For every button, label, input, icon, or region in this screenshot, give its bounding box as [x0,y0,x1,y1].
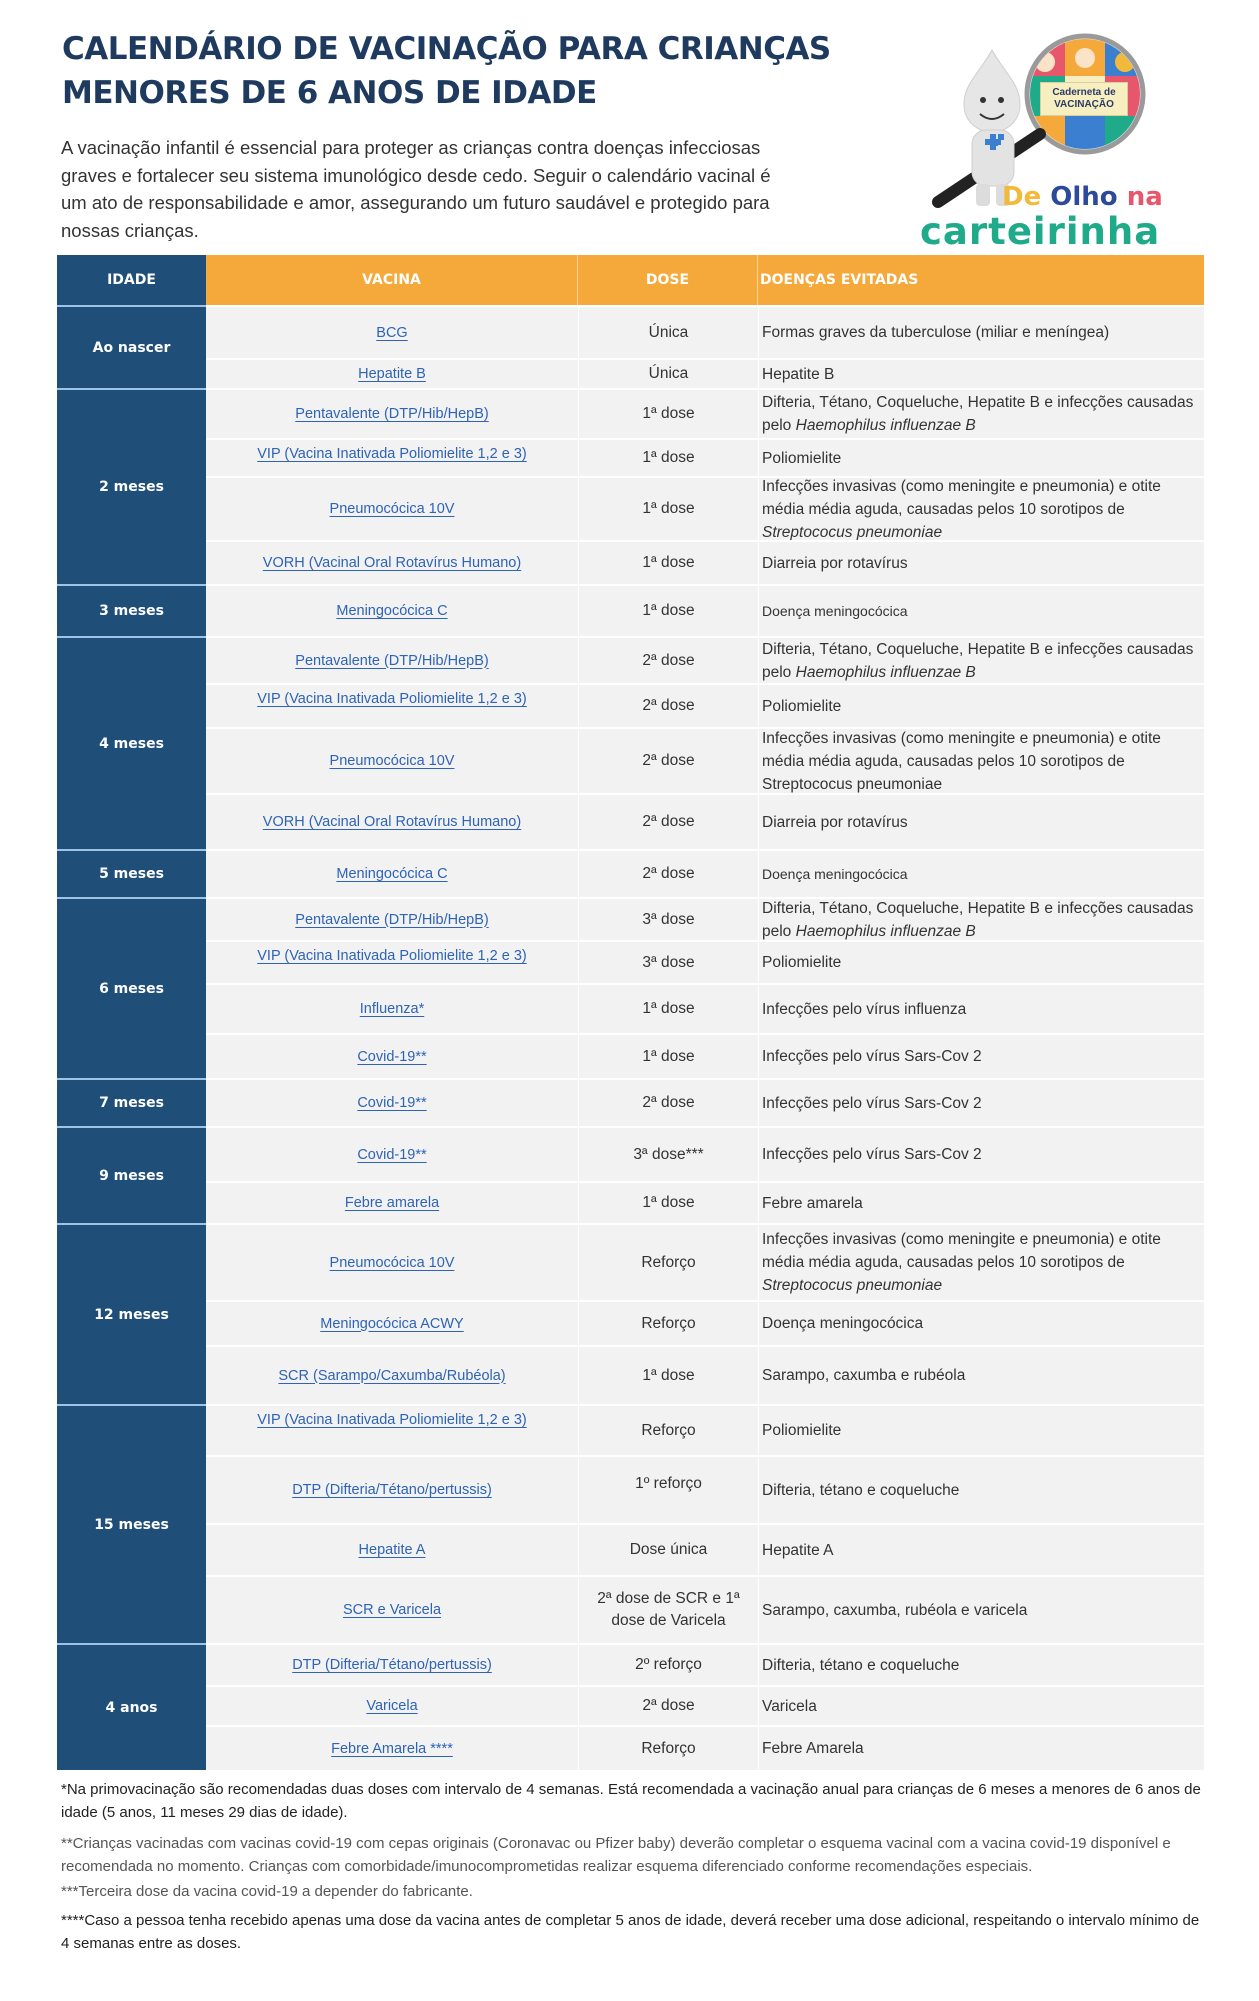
vaccine-link[interactable]: Influenza* [359,1001,425,1017]
diseases-text-plain: Infecções invasivas (como meningite e pneumonia) e otite média média aguda, causadas pelos 10 sorotipos de [762,477,1161,518]
vaccine-cell [206,985,578,1033]
vaccine-cell [206,1577,578,1643]
vaccine-cell [206,360,578,388]
vaccine-cell [206,1457,578,1523]
diseases-text-plain: Infecções invasivas (como meningite e pneumonia) e otite média média aguda, causadas pelos 10 sorotipos de Streptococus pneumoniae [762,729,1161,793]
footnote-febre-amarela: ****Caso a pessoa tenha recebido apenas uma dose da vacina antes de completar 5 anos de idade, deverá receber uma dose adicional, respeitando o intervalo mínimo de 4 semanas entre as doses. [61,1912,1200,1952]
vaccine-link[interactable]: Covid-19** [357,1095,427,1111]
table-row [206,476,1204,540]
diseases-cell [758,638,1204,683]
diseases-text-plain: Infecções pelo vírus Sars-Cov 2 [762,1146,982,1163]
diseases-text-plain: Infecções pelo vírus Sars-Cov 2 [762,1048,982,1065]
diseases-cell [758,1128,1204,1181]
dose-cell: Reforço [578,1727,758,1770]
vaccine-link[interactable]: Pneumocócica 10V [329,753,455,769]
diseases-text-plain: Infecções pelo vírus influenza [762,1000,967,1018]
vaccine-cell [206,1225,578,1300]
table-row [206,1575,1204,1643]
table-row [206,727,1204,793]
diseases-cell [758,1525,1204,1575]
vaccine-link[interactable]: DTP (Difteria/Tétano/pertussis) [292,1657,492,1673]
dose-cell: 1ª dose [578,440,758,476]
diseases-text-plain: Difteria, tétano e coqueluche [762,1481,960,1499]
diseases-text-plain: Sarampo, caxumba e rubéola [762,1367,966,1384]
dose-cell: 2ª dose [578,685,758,727]
vaccine-link[interactable]: VIP (Vacina Inativada Poliomielite 1,2 e 3) [257,1412,527,1428]
vaccine-cell [206,899,578,940]
diseases-text-plain: Difteria, Tétano, Coqueluche, Hepatite B e infecções causadas pelo [762,640,1194,681]
vaccine-cell [206,685,578,727]
logo-word-de: De [1002,182,1042,212]
diseases-cell [758,1457,1204,1523]
diseases-text [762,863,908,886]
dose-cell: 2ª dose [578,851,758,897]
column-header-vacina: VACINA [206,255,578,305]
diseases-text [762,638,1204,684]
age-group-label: 3 meses [57,584,206,636]
vaccine-cell [206,638,578,683]
page-title-line-2: MENORES DE 6 ANOS DE IDADE [62,75,597,111]
diseases-text [762,1143,982,1166]
diseases-cell [758,1406,1204,1455]
table-row [206,1455,1204,1523]
diseases-text-plain: Sarampo, caxumba, rubéola e varicela [762,1601,1028,1619]
diseases-cell [758,1035,1204,1078]
diseases-text [762,1599,1027,1622]
age-group-label: 12 meses [57,1223,206,1404]
dose-cell: 2ª dose [578,638,758,683]
dose-cell: 3ª dose*** [578,1128,758,1181]
dose-cell: 3ª dose [578,899,758,940]
vaccine-link[interactable]: BCG [376,324,408,341]
diseases-cell [758,1687,1204,1725]
diseases-text [762,1045,982,1068]
age-group-label: Ao nascer [57,305,206,388]
vaccine-cell [206,478,578,540]
diseases-text-plain: Difteria, Tétano, Coqueluche, Hepatite B e infecções causadas pelo [762,899,1194,940]
diseases-text [762,1479,959,1502]
vaccine-cell [206,1525,578,1575]
vaccine-cell [206,542,578,584]
footnote-covid: **Crianças vacinadas com vacinas covid-19 com cepas originais (Coronavac ou Pfizer baby) deverão completar o esquema vacinal com a vacina covid-19 disponível e recomendada no momento. Crianças com comorbidade/imunocomprometidas realizar esquema diferenciado conforme recomendações especiais. [61,1835,1171,1875]
dose-cell: Reforço [578,1406,758,1455]
vaccine-cell [206,1128,578,1181]
diseases-text-plain: Hepatite B [762,365,835,383]
table-row [206,358,1204,388]
diseases-text-italic: Streptococus pneumoniae [762,1277,943,1294]
diseases-text [762,363,834,386]
vaccination-table [57,255,1204,1770]
diseases-cell [758,795,1204,849]
vaccine-link[interactable]: VORH (Vacinal Oral Rotavírus Humano) [262,555,522,571]
dose-cell: Reforço [578,1302,758,1345]
table-row [206,1223,1204,1300]
dose-cell: 2ª dose de SCR e 1ª dose de Varicela [578,1577,758,1643]
table-row [206,636,1204,683]
diseases-text [762,951,841,974]
table-row [206,540,1204,584]
vaccine-link[interactable]: Pneumocócica 10V [329,501,455,517]
intro-paragraph: A vacinação infantil é essencial para proteger as crianças contra doenças infecciosas graves e fortalecer seu sistema imunológico desde cedo. Seguir o calendário vacinal é um ato de responsabilidade e amor, assegurando um futuro saudável e protegido para nossas crianças. [61,137,771,241]
footnotes [61,1778,1201,1963]
table-row [206,1126,1204,1181]
dose-cell: 1ª dose [578,390,758,438]
dose-cell: Dose única [578,1525,758,1575]
age-group-label: 5 meses [57,849,206,897]
diseases-text-plain: Doença meningocócica [762,865,908,882]
table-row [206,1300,1204,1345]
vaccine-cell [206,1687,578,1725]
vaccine-link[interactable]: Febre Amarela **** [331,1740,453,1757]
dose-cell: 2ª dose [578,729,758,793]
dose-cell: 1ª dose [578,1035,758,1078]
age-group-label: 6 meses [57,897,206,1078]
table-row [206,1725,1204,1770]
diseases-cell [758,440,1204,476]
dose-cell: 2º reforço [578,1645,758,1685]
diseases-cell [758,685,1204,727]
table-row [206,1078,1204,1126]
diseases-text [762,321,1109,344]
dose-cell: 1ª dose [578,1183,758,1223]
vaccine-link[interactable]: Pentavalente (DTP/Hib/HepB) [295,406,489,422]
vaccine-cell [206,795,578,849]
table-row [206,983,1204,1033]
diseases-text [762,811,908,834]
diseases-cell [758,899,1204,940]
diseases-text-plain: Febre amarela [762,1194,863,1212]
diseases-text [762,1364,965,1387]
diseases-text-plain: Infecções invasivas (como meningite e pneumonia) e otite média média aguda, causadas pelos 10 sorotipos de [762,1231,1161,1271]
diseases-text-plain: Difteria, Tétano, Coqueluche, Hepatite B e infecções causadas pelo [762,394,1194,434]
diseases-text-plain: Diarreia por rotavírus [762,813,908,831]
logo-word-na: na [1126,182,1163,212]
diseases-text [762,897,1204,943]
diseases-text-plain: Doença meningocócica [762,1315,924,1332]
age-group-label: 9 meses [57,1126,206,1223]
diseases-cell [758,478,1204,540]
table-row [206,940,1204,983]
diseases-text-italic: Haemophilus influenzae B [795,417,976,434]
dose-cell: 2ª dose [578,1687,758,1725]
dose-cell: Única [578,360,758,388]
diseases-cell [758,1225,1204,1300]
age-group-label: 7 meses [57,1078,206,1126]
diseases-text-plain: Hepatite A [762,1541,834,1559]
age-group-label: 4 anos [57,1643,206,1770]
table-row [206,305,1204,358]
vaccine-link[interactable]: Covid-19** [357,1146,427,1163]
diseases-text [762,600,908,623]
column-header-dose: DOSE [578,255,758,305]
dose-cell: Única [578,307,758,358]
diseases-text [762,1312,923,1335]
diseases-text-plain: Poliomielite [762,697,842,715]
diseases-text [762,998,966,1021]
diseases-cell [758,985,1204,1033]
column-header-doencas-evitadas: DOENÇAS EVITADAS [758,255,1204,305]
vaccine-cell [206,307,578,358]
vaccine-link[interactable]: VIP (Vacina Inativada Poliomielite 1,2 e 3) [257,446,527,462]
diseases-cell [758,1080,1204,1126]
vaccine-cell [206,1727,578,1770]
vaccine-cell [206,440,578,476]
footnote-third-dose: ***Terceira dose da vacina covid-19 a depender do fabricante. [61,1883,473,1900]
table-row [206,897,1204,940]
diseases-cell [758,1577,1204,1643]
vaccine-link[interactable]: Meningocócica C [336,603,448,619]
vaccine-link[interactable]: VIP (Vacina Inativada Poliomielite 1,2 e 3) [257,948,527,964]
table-row [206,584,1204,636]
dose-cell: 1ª dose [578,586,758,636]
vaccine-cell [206,1406,578,1455]
diseases-cell [758,360,1204,388]
age-group-label: 2 meses [57,388,206,584]
vaccine-cell [206,1645,578,1685]
vaccine-link[interactable]: Meningocócica ACWY [320,1315,464,1332]
diseases-text [762,1654,959,1677]
logo-word-olho: Olho [1050,182,1118,212]
diseases-text-italic: Haemophilus influenzae B [795,663,976,681]
vaccine-link[interactable]: VORH (Vacinal Oral Rotavírus Humano) [262,814,522,830]
vaccine-link[interactable]: Pentavalente (DTP/Hib/HepB) [295,652,489,669]
vaccine-link[interactable]: Meningocócica C [336,866,448,882]
diseases-cell [758,542,1204,584]
diseases-text [762,1695,817,1718]
diseases-cell [758,1302,1204,1345]
dose-cell: 2ª dose [578,795,758,849]
diseases-cell [758,1645,1204,1685]
diseases-cell [758,1347,1204,1404]
diseases-text [762,1419,841,1442]
dose-cell: Reforço [578,1225,758,1300]
table-row [206,849,1204,897]
diseases-cell [758,1727,1204,1770]
caderneta-badge: Caderneta de VACINAÇÃO [1040,82,1128,116]
diseases-text [762,695,841,718]
vaccine-cell [206,390,578,438]
page-title-line-1: CALENDÁRIO DE VACINAÇÃO PARA CRIANÇAS [62,31,831,67]
vaccine-link[interactable]: SCR e Varicela [342,1602,442,1618]
dose-cell: 1ª dose [578,478,758,540]
diseases-cell [758,1183,1204,1223]
diseases-cell [758,586,1204,636]
age-group-label: 4 meses [57,636,206,849]
diseases-text-italic: Haemophilus influenzae B [795,922,976,940]
diseases-text [762,475,1204,544]
diseases-text-plain: Febre Amarela [762,1740,864,1757]
diseases-text [762,552,908,575]
diseases-text-plain: Diarreia por rotavírus [762,554,908,572]
vaccine-link[interactable]: Varicela [366,1698,418,1714]
diseases-cell [758,729,1204,793]
table-row [206,1404,1204,1455]
vaccine-cell [206,942,578,983]
diseases-text-plain: Infecções pelo vírus Sars-Cov 2 [762,1094,982,1112]
diseases-text [762,727,1204,796]
table-row [206,438,1204,476]
vaccine-cell [206,729,578,793]
dose-cell: 1ª dose [578,1347,758,1404]
vaccine-link[interactable]: Hepatite B [358,366,426,382]
vaccine-cell [206,1035,578,1078]
diseases-cell [758,390,1204,438]
diseases-text-italic: Streptococus pneumoniae [762,523,943,541]
table-row [206,1523,1204,1575]
dose-cell: 3ª dose [578,942,758,983]
age-group-label: 15 meses [57,1404,206,1643]
vaccine-cell [206,1183,578,1223]
table-row [206,1643,1204,1685]
dose-cell: 2ª dose [578,1080,758,1126]
diseases-text [762,1192,863,1215]
table-row [206,1181,1204,1223]
diseases-text-plain: Varicela [762,1697,817,1715]
de-olho-na-carteirinha-logo [880,22,1190,253]
logo-de-olho-na [1002,182,1163,212]
table-row [206,793,1204,849]
vaccine-link[interactable]: Pentavalente (DTP/Hib/HepB) [295,911,489,928]
diseases-text-plain: Poliomielite [762,954,842,971]
vaccine-cell [206,1302,578,1345]
diseases-text-plain: Poliomielite [762,449,842,467]
diseases-cell [758,851,1204,897]
table-row [206,388,1204,438]
diseases-text-plain: Formas graves da tuberculose (miliar e meníngea) [762,324,1110,341]
vaccine-link[interactable]: SCR (Sarampo/Caxumba/Rubéola) [278,1367,506,1384]
vaccine-cell [206,1347,578,1404]
diseases-text [762,447,841,470]
table-row [206,1685,1204,1725]
diseases-text [762,1092,982,1115]
diseases-text [762,1539,834,1562]
dose-cell: 1º reforço [578,1457,758,1523]
vaccine-link[interactable]: VIP (Vacina Inativada Poliomielite 1,2 e 3) [257,691,527,707]
column-header-idade: IDADE [57,255,206,305]
vaccine-link[interactable]: Hepatite A [358,1542,426,1558]
vaccine-cell [206,851,578,897]
vaccine-link[interactable]: DTP (Difteria/Tétano/pertussis) [292,1482,492,1498]
table-row [206,1033,1204,1078]
vaccine-cell [206,1080,578,1126]
diseases-cell [758,942,1204,983]
vaccine-link[interactable]: Febre amarela [344,1195,440,1211]
diseases-cell [758,307,1204,358]
vaccine-cell [206,586,578,636]
vaccine-link[interactable]: Pneumocócica 10V [329,1254,455,1271]
diseases-text-plain: Poliomielite [762,1422,842,1439]
dose-cell: 1ª dose [578,542,758,584]
logo-word-carteirinha: carteirinha [920,210,1161,253]
diseases-text [762,1737,864,1760]
diseases-text [762,1228,1204,1297]
footnote-influenza: *Na primovacinação são recomendadas duas doses com intervalo de 4 semanas. Está recomendada a vacinação anual para crianças de 6 meses a menores de 6 anos de idade (5 anos, 11 meses 29 dias de idade). [61,1781,1201,1821]
diseases-text-plain: Doença meningocócica [762,602,908,619]
diseases-text-plain: Difteria, tétano e coqueluche [762,1656,960,1674]
dose-cell: 1ª dose [578,985,758,1033]
page-title [62,27,842,115]
table-row [206,683,1204,727]
diseases-text [762,391,1204,437]
vaccine-link[interactable]: Covid-19** [357,1048,427,1065]
table-row [206,1345,1204,1404]
